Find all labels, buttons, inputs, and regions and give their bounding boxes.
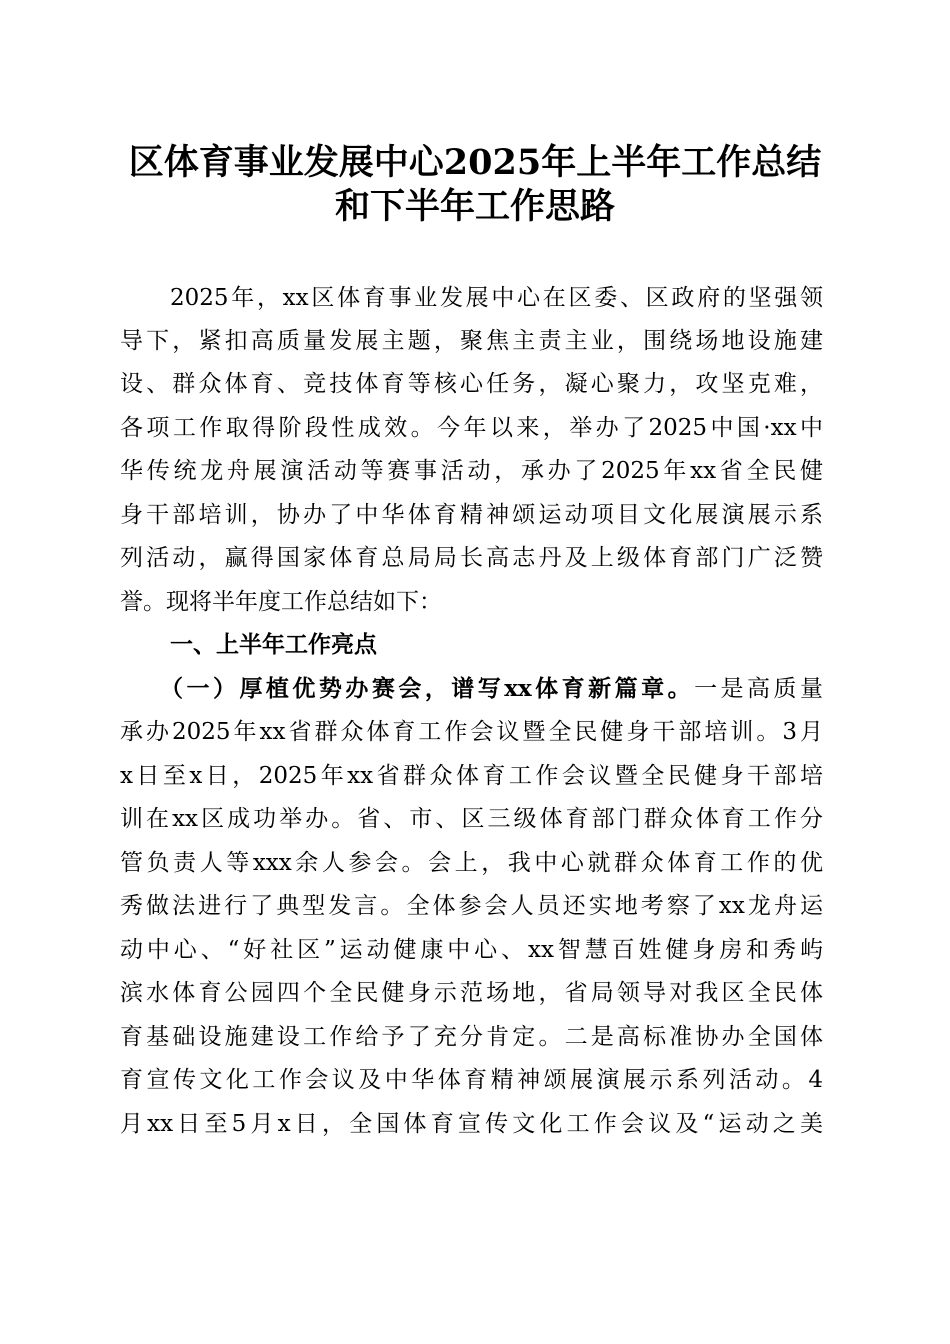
- intro-line: 华传统龙舟展演活动等赛事活动，承办了2025年xx省全民健: [120, 458, 823, 484]
- document-title-line-1: 区体育事业发展中心2025年上半年工作总结: [128, 142, 822, 183]
- subsection-first-line: [160, 674, 823, 704]
- body-line: 训在xx区成功举办。省、市、区三级体育部门群众体育工作分: [120, 806, 823, 832]
- section-heading: 一、上半年工作亮点: [170, 632, 377, 658]
- intro-line: 誉。现将半年度工作总结如下：: [120, 589, 442, 615]
- body-line: 承办2025年xx省群众体育工作会议暨全民健身干部培训。3月: [120, 719, 823, 745]
- intro-line: 导下，紧扣高质量发展主题，聚焦主责主业，围绕场地设施建: [120, 328, 823, 354]
- subsection-first-line-text: 一是高质量: [694, 676, 823, 702]
- body-line: x日至x日，2025年xx省群众体育工作会议暨全民健身干部培: [120, 763, 823, 789]
- intro-line: 2025年，xx区体育事业发展中心在区委、区政府的坚强领: [170, 285, 823, 311]
- intro-line: 列活动，赢得国家体育总局局长高志丹及上级体育部门广泛赞: [120, 545, 823, 571]
- body-line: 滨水体育公园四个全民健身示范场地，省局领导对我区全民体: [120, 980, 823, 1006]
- body-line: 管负责人等xxx余人参会。会上，我中心就群众体育工作的优: [120, 850, 823, 876]
- subsection-heading: （一）厚植优势办赛会，谱写xx体育新篇章。: [160, 675, 695, 702]
- body-line: 育基础设施建设工作给予了充分肯定。二是高标准协办全国体: [120, 1024, 823, 1050]
- document-title-line-2: 和下半年工作思路: [334, 186, 615, 227]
- intro-line: 设、群众体育、竞技体育等核心任务，凝心聚力，攻坚克难，: [120, 371, 823, 397]
- body-line: 月xx日至5月x日，全国体育宣传文化工作会议及“运动之美: [120, 1111, 823, 1137]
- intro-line: 身干部培训，协办了中华体育精神颂运动项目文化展演展示系: [120, 502, 823, 528]
- intro-line: 各项工作取得阶段性成效。今年以来，举办了2025中国·xx中: [120, 415, 823, 441]
- body-line: 育宣传文化工作会议及中华体育精神颂展演展示系列活动。4: [120, 1067, 823, 1093]
- body-line: 动中心、“好社区”运动健康中心、xx智慧百姓健身房和秀屿: [120, 937, 823, 963]
- body-line: 秀做法进行了典型发言。全体参会人员还实地考察了xx龙舟运: [120, 893, 823, 919]
